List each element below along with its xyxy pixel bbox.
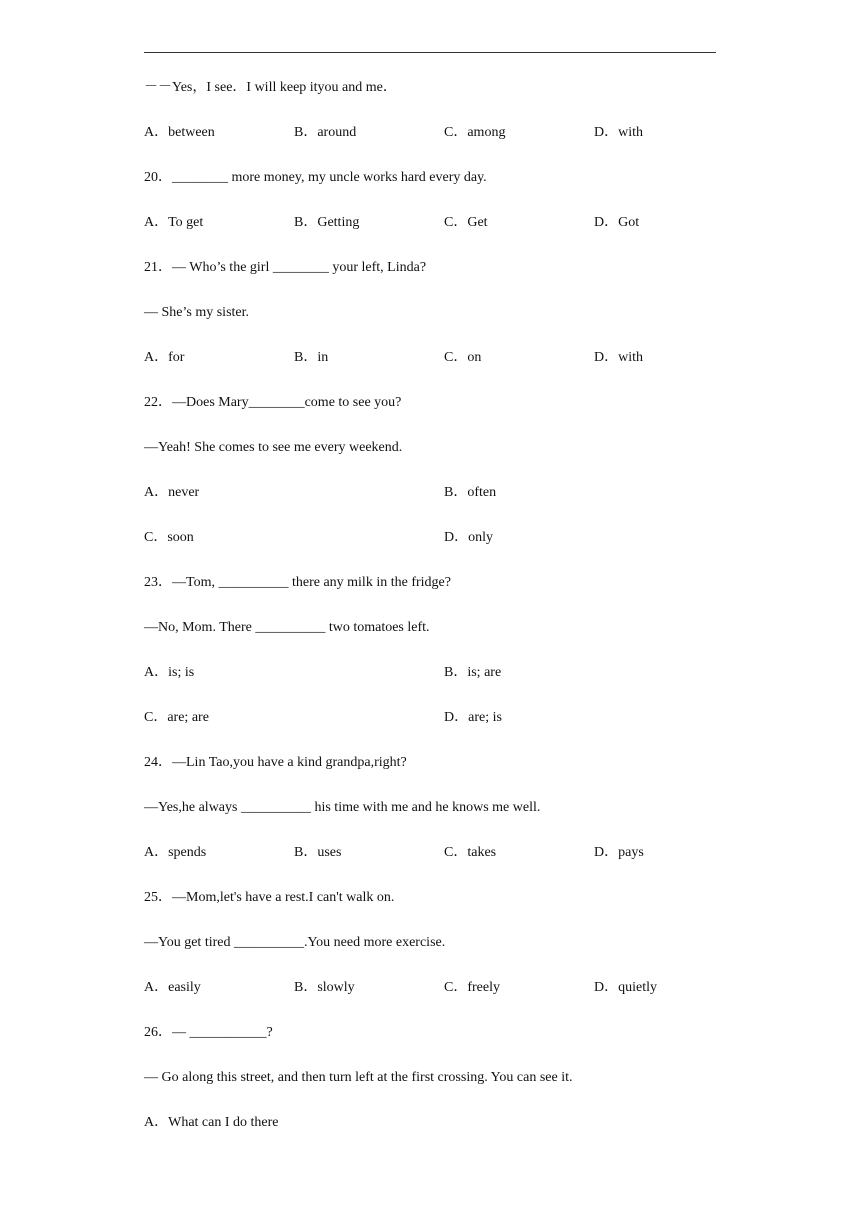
q23-option-b: B．is; are (444, 665, 502, 680)
q21-reply: — She’s my sister. (144, 305, 250, 320)
q22-option-d: D．only (444, 530, 493, 545)
q25-option-c: C．freely (444, 980, 500, 995)
q22-option-c: C．soon (144, 530, 194, 545)
q20-option-b: B．Getting (294, 215, 360, 230)
q21-option-b: B．in (294, 350, 329, 365)
q21-option-a: A．for (144, 350, 185, 365)
q24-option-d: D．pays (594, 845, 644, 860)
q25-reply: —You get tired __________.You need more exercise. (144, 935, 446, 950)
q26-option-a: A．What can I do there (144, 1115, 279, 1130)
q25-option-d: D．quietly (594, 980, 657, 995)
q24-question: 24．—Lin Tao,you have a kind grandpa,right? (144, 755, 407, 770)
q21-question: 21．— Who’s the girl ________ your left, Linda? (144, 260, 427, 275)
q21-option-d: D．with (594, 350, 643, 365)
q19-option-d: D．with (594, 125, 643, 140)
q24-option-a: A．spends (144, 845, 207, 860)
q25-question: 25．—Mom,let's have a rest.I can't walk on. (144, 890, 395, 905)
q24-option-c: C．takes (444, 845, 497, 860)
q22-question: 22．—Does Mary________come to see you? (144, 395, 402, 410)
q20-question: 20．________ more money, my uncle works hard every day. (144, 170, 487, 185)
q20-option-c: C．Get (444, 215, 488, 230)
q23-question: 23．—Tom, __________ there any milk in the fridge? (144, 575, 451, 590)
q24-option-b: B．uses (294, 845, 342, 860)
q23-option-a: A．is; is (144, 665, 195, 680)
q26-reply: — Go along this street, and then turn left at the first crossing. You can see it. (144, 1070, 573, 1085)
q23-reply: —No, Mom. There __________ two tomatoes left. (144, 620, 430, 635)
q20-option-d: D．Got (594, 215, 640, 230)
q21-option-c: C．on (444, 350, 482, 365)
q25-option-b: B．slowly (294, 980, 355, 995)
q22-option-b: B．often (444, 485, 497, 500)
q19-option-a: A．between (144, 125, 215, 140)
q23-option-c: C．are; are (144, 710, 209, 725)
q22-reply: —Yeah! She comes to see me every weekend. (144, 440, 403, 455)
q26-question: 26．— ___________? (144, 1025, 273, 1040)
q25-option-a: A．easily (144, 980, 201, 995)
page-top-rule (144, 52, 716, 53)
q22-option-a: A．never (144, 485, 200, 500)
q24-reply: —Yes,he always __________ his time with me and he knows me well. (144, 800, 541, 815)
q19-option-b: B．around (294, 125, 357, 140)
q19-answer-line: －－Yes，I see．I will keep ityou and me． (144, 80, 397, 95)
q20-option-a: A．To get (144, 215, 204, 230)
q23-option-d: D．are; is (444, 710, 502, 725)
q19-option-c: C．among (444, 125, 506, 140)
